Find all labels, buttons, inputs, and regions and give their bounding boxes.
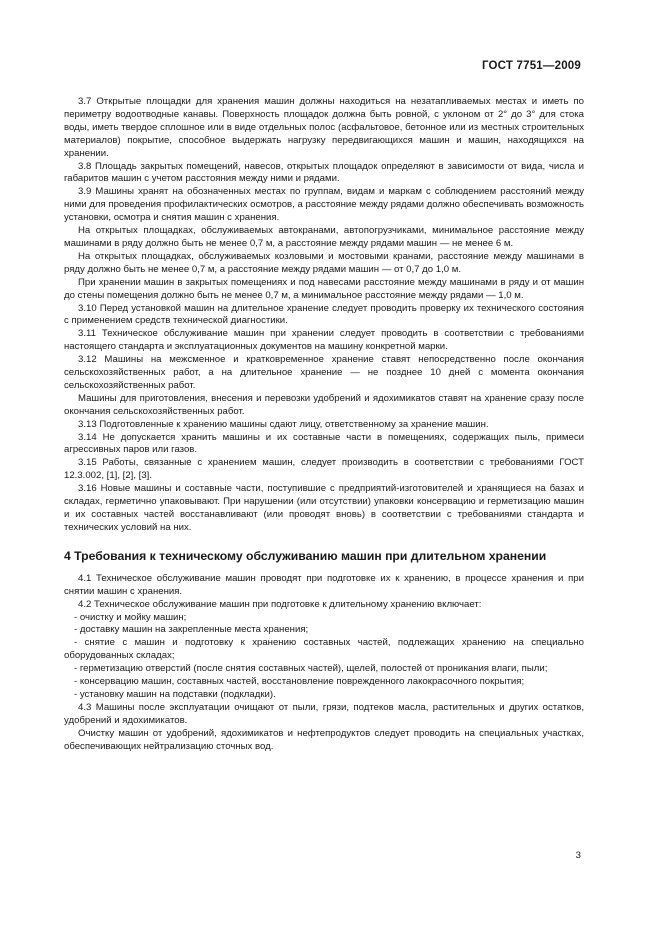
paragraph-3-14: 3.14 Не допускается хранить машины и их составные части в помещениях, содержащих пыль, примеси агрессивных паров или газов. xyxy=(64,431,584,456)
paragraph-3-12: 3.12 Машины на межсменное и кратковременное хранение ставят непосредственно после окончания сельскохозяйственных работ, а на длительное хранение — не позднее 10 дней с момента окончания сельскохозяйственных работ. xyxy=(64,354,584,391)
paragraph-3-13: 3.13 Подготовленные к хранению машины сдают лицу, ответственному за хранение машин. xyxy=(78,418,489,430)
document-code-header: ГОСТ 7751—2009 xyxy=(481,60,581,72)
paragraph-3-12-fertilizer: Машины для приготовления, внесения и перевозки удобрений и ядохимикатов ставят на хранение сразу после окончания сельскохозяйственных работ. xyxy=(64,392,584,417)
list-item: - герметизацию отверстий (после снятия составных частей), щелей, полостей от проникания влаги, пыли; xyxy=(74,663,548,675)
paragraph-3-15: 3.15 Работы, связанные с хранением машин, следует производить в соответствии с требованиями ГОСТ 12.3.002, [1], [2], [3]. xyxy=(64,457,584,482)
list-item: - доставку машин на закрепленные места хранения; xyxy=(74,624,309,636)
section-4-heading: 4 Требования к техническому обслуживанию машин при длительном хранении xyxy=(64,548,547,563)
list-item: - снятие с машин и подготовку к хранению составных частей, подлежащих хранению на специально оборудованных складах; xyxy=(64,637,584,662)
paragraph-3-9-indoor: При хранении машин в закрытых помещениях и под навесами расстояние между машинами в ряду и от машин до стены помещения должно быть не менее 0,7 м, а минимальное расстояние между рядами — 1,0 м. xyxy=(64,276,584,301)
paragraph-3-16: 3.16 Новые машины и составные части, поступившие с предприятий-изготовителей и хранящиеся на базах и складах, герметично упаковывают. При нарушении (или отсутствии) упаковки консервацию и герметизацию машин и их составных частей восстанавливают (или проводят вновь) в соответствии с требованиями стандарта и технических условий на них. xyxy=(64,483,584,533)
paragraph-4-3: 4.3 Машины после эксплуатации очищают от пыли, грязи, подтеков масла, растительных и других остатков, удобрений и ядохимикатов. xyxy=(64,701,584,726)
paragraph-4-1: 4.1 Техническое обслуживание машин проводят при подготовке их к хранению, в процессе хранения и при снятии машин с хранения. xyxy=(64,572,584,597)
list-item: - установку машин на подставки (подкладки). xyxy=(74,688,276,700)
paragraph-3-9-autocranes: На открытых площадках, обслуживаемых автокранами, автопогрузчиками, минимальное расстояние между машинами в ряду должно быть не менее 0,7 м, а расстояние между рядами машин — не менее 6 м. xyxy=(64,225,584,249)
paragraph-4-2: 4.2 Техническое обслуживание машин при подготовке к длительному хранению включает: xyxy=(78,598,482,610)
paragraph-3-7: 3.7 Открытые площадки для хранения машин должны находиться на незатапливаемых местах и иметь по периметру водоотводные канавы. Поверхность площадок должна быть ровной, с уклоном от 2° до 3° для стока воды, иметь твердое сплошное или в виде отдельных полос (асфальтовое, бетонное или из местных строительных материалов) покрытие, способное выдержать нагрузку передвигающихся машин и машин, находящихся на хранении. xyxy=(64,96,584,159)
paragraph-4-3-cleaning: Очистку машин от удобрений, ядохимикатов и нефтепродуктов следует проводить на специальных участках, обеспечивающих нейтрализацию сточных вод. xyxy=(64,727,584,752)
list-item: - очистку и мойку машин; xyxy=(74,611,187,623)
paragraph-3-9: 3.9 Машины хранят на обозначенных местах по группам, видам и маркам с соблюдением расстояний между ними для проведения профилактических осмотров, а расстояние между рядами должно обеспечивать возможность установки, осмотра и снятия машин с хранения. xyxy=(64,186,584,224)
page-content xyxy=(64,96,584,754)
paragraph-3-11: 3.11 Техническое обслуживание машин при хранении следует проводить в соответствии с требованиями настоящего стандарта и эксплуатационных документов на машину конкретной марки. xyxy=(64,328,584,353)
paragraph-3-8: 3.8 Площадь закрытых помещений, навесов, открытых площадок определяют в зависимости от вида, числа и габаритов машин с учетом расстояния между ними и рядами. xyxy=(64,160,584,185)
list-item: - консервацию машин, составных частей, восстановление поврежденного лакокрасочного покрытия; xyxy=(74,676,525,688)
paragraph-3-10: 3.10 Перед установкой машин на длительное хранение следует проводить проверку их технического состояния с применением средств технической диагностики. xyxy=(64,302,584,327)
page-number: 3 xyxy=(575,850,581,861)
paragraph-3-9-gantry-cranes: На открытых площадках, обслуживаемых козловыми и мостовыми кранами, расстояние между машинами в ряду должно быть не менее 0,7 м, а расстояние между рядами машин — от 0,7 до 1,0 м. xyxy=(64,250,584,275)
